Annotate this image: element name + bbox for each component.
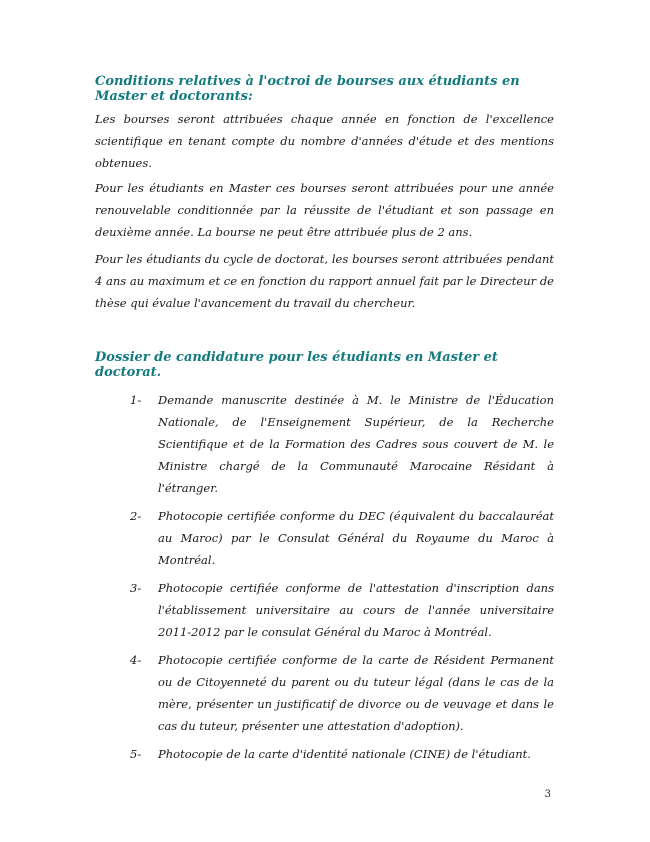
list-item-text: Demande manuscrite destinée à M. le Ministre de l'Éducation Nationale, de l'Enseignement Supérieur, de la Recherche Scientifique et de la Formation des Cadres sous couvert de M. le Ministre chargé de la Communauté Marocaine Résidant à l'étranger. [158,393,554,495]
list-item-number: 4- [130,653,142,667]
list-item [130,649,554,737]
list-item-text: Photocopie certifiée conforme de l'attestation d'inscription dans l'établissement universitaire au cours de l'année universitaire 2011-2012 par le consulat Général du Maroc à Montréal. [158,581,554,639]
list-item-text: Photocopie certifiée conforme de la carte de Résident Permanent ou de Citoyenneté du parent ou du tuteur légal (dans le cas de la mère, présenter un justificatif de divorce ou de veuvage et dans le cas du tuteur, présenter une attestation d'adoption). [158,653,554,733]
list-item-number: 5- [130,747,142,761]
requirements-list [130,389,554,771]
list-item [130,505,554,571]
list-item [130,743,554,765]
paragraph-master: Pour les étudiants en Master ces bourses seront attribuées pour une année renouvelable conditionnée par la réussite de l'étudiant et son passage en deuxième année. La bourse ne peut être attribuée plus de 2 ans. [95,181,554,239]
page-number: 3 [544,789,551,800]
list-item-number: 3- [130,581,142,595]
list-item [130,389,554,499]
list-item-number: 1- [130,393,142,407]
list-item-text: Photocopie certifiée conforme du DEC (équivalent du baccalauréat au Maroc) par le Consulat Général du Royaume du Maroc à Montréal. [158,509,554,567]
paragraph-doctorat: Pour les étudiants du cycle de doctorat, les bourses seront attribuées pendant 4 ans au maximum et ce en fonction du rapport annuel fait par le Directeur de thèse qui évalue l'avancement du travail du chercheur. [95,252,554,310]
list-item-number: 2- [130,509,142,523]
list-item [130,577,554,643]
paragraph-excellence: Les bourses seront attribuées chaque année en fonction de l'excellence scientifique en tenant compte du nombre d'années d'étude et des mentions obtenues. [95,112,554,170]
list-item-text: Photocopie de la carte d'identité nationale (CINE) de l'étudiant. [158,747,531,761]
section-title-conditions: Conditions relatives à l'octroi de bourses aux étudiants en Master et doctorants: [95,74,520,104]
section-title-dossier: Dossier de candidature pour les étudiants en Master et doctorat. [95,350,498,380]
